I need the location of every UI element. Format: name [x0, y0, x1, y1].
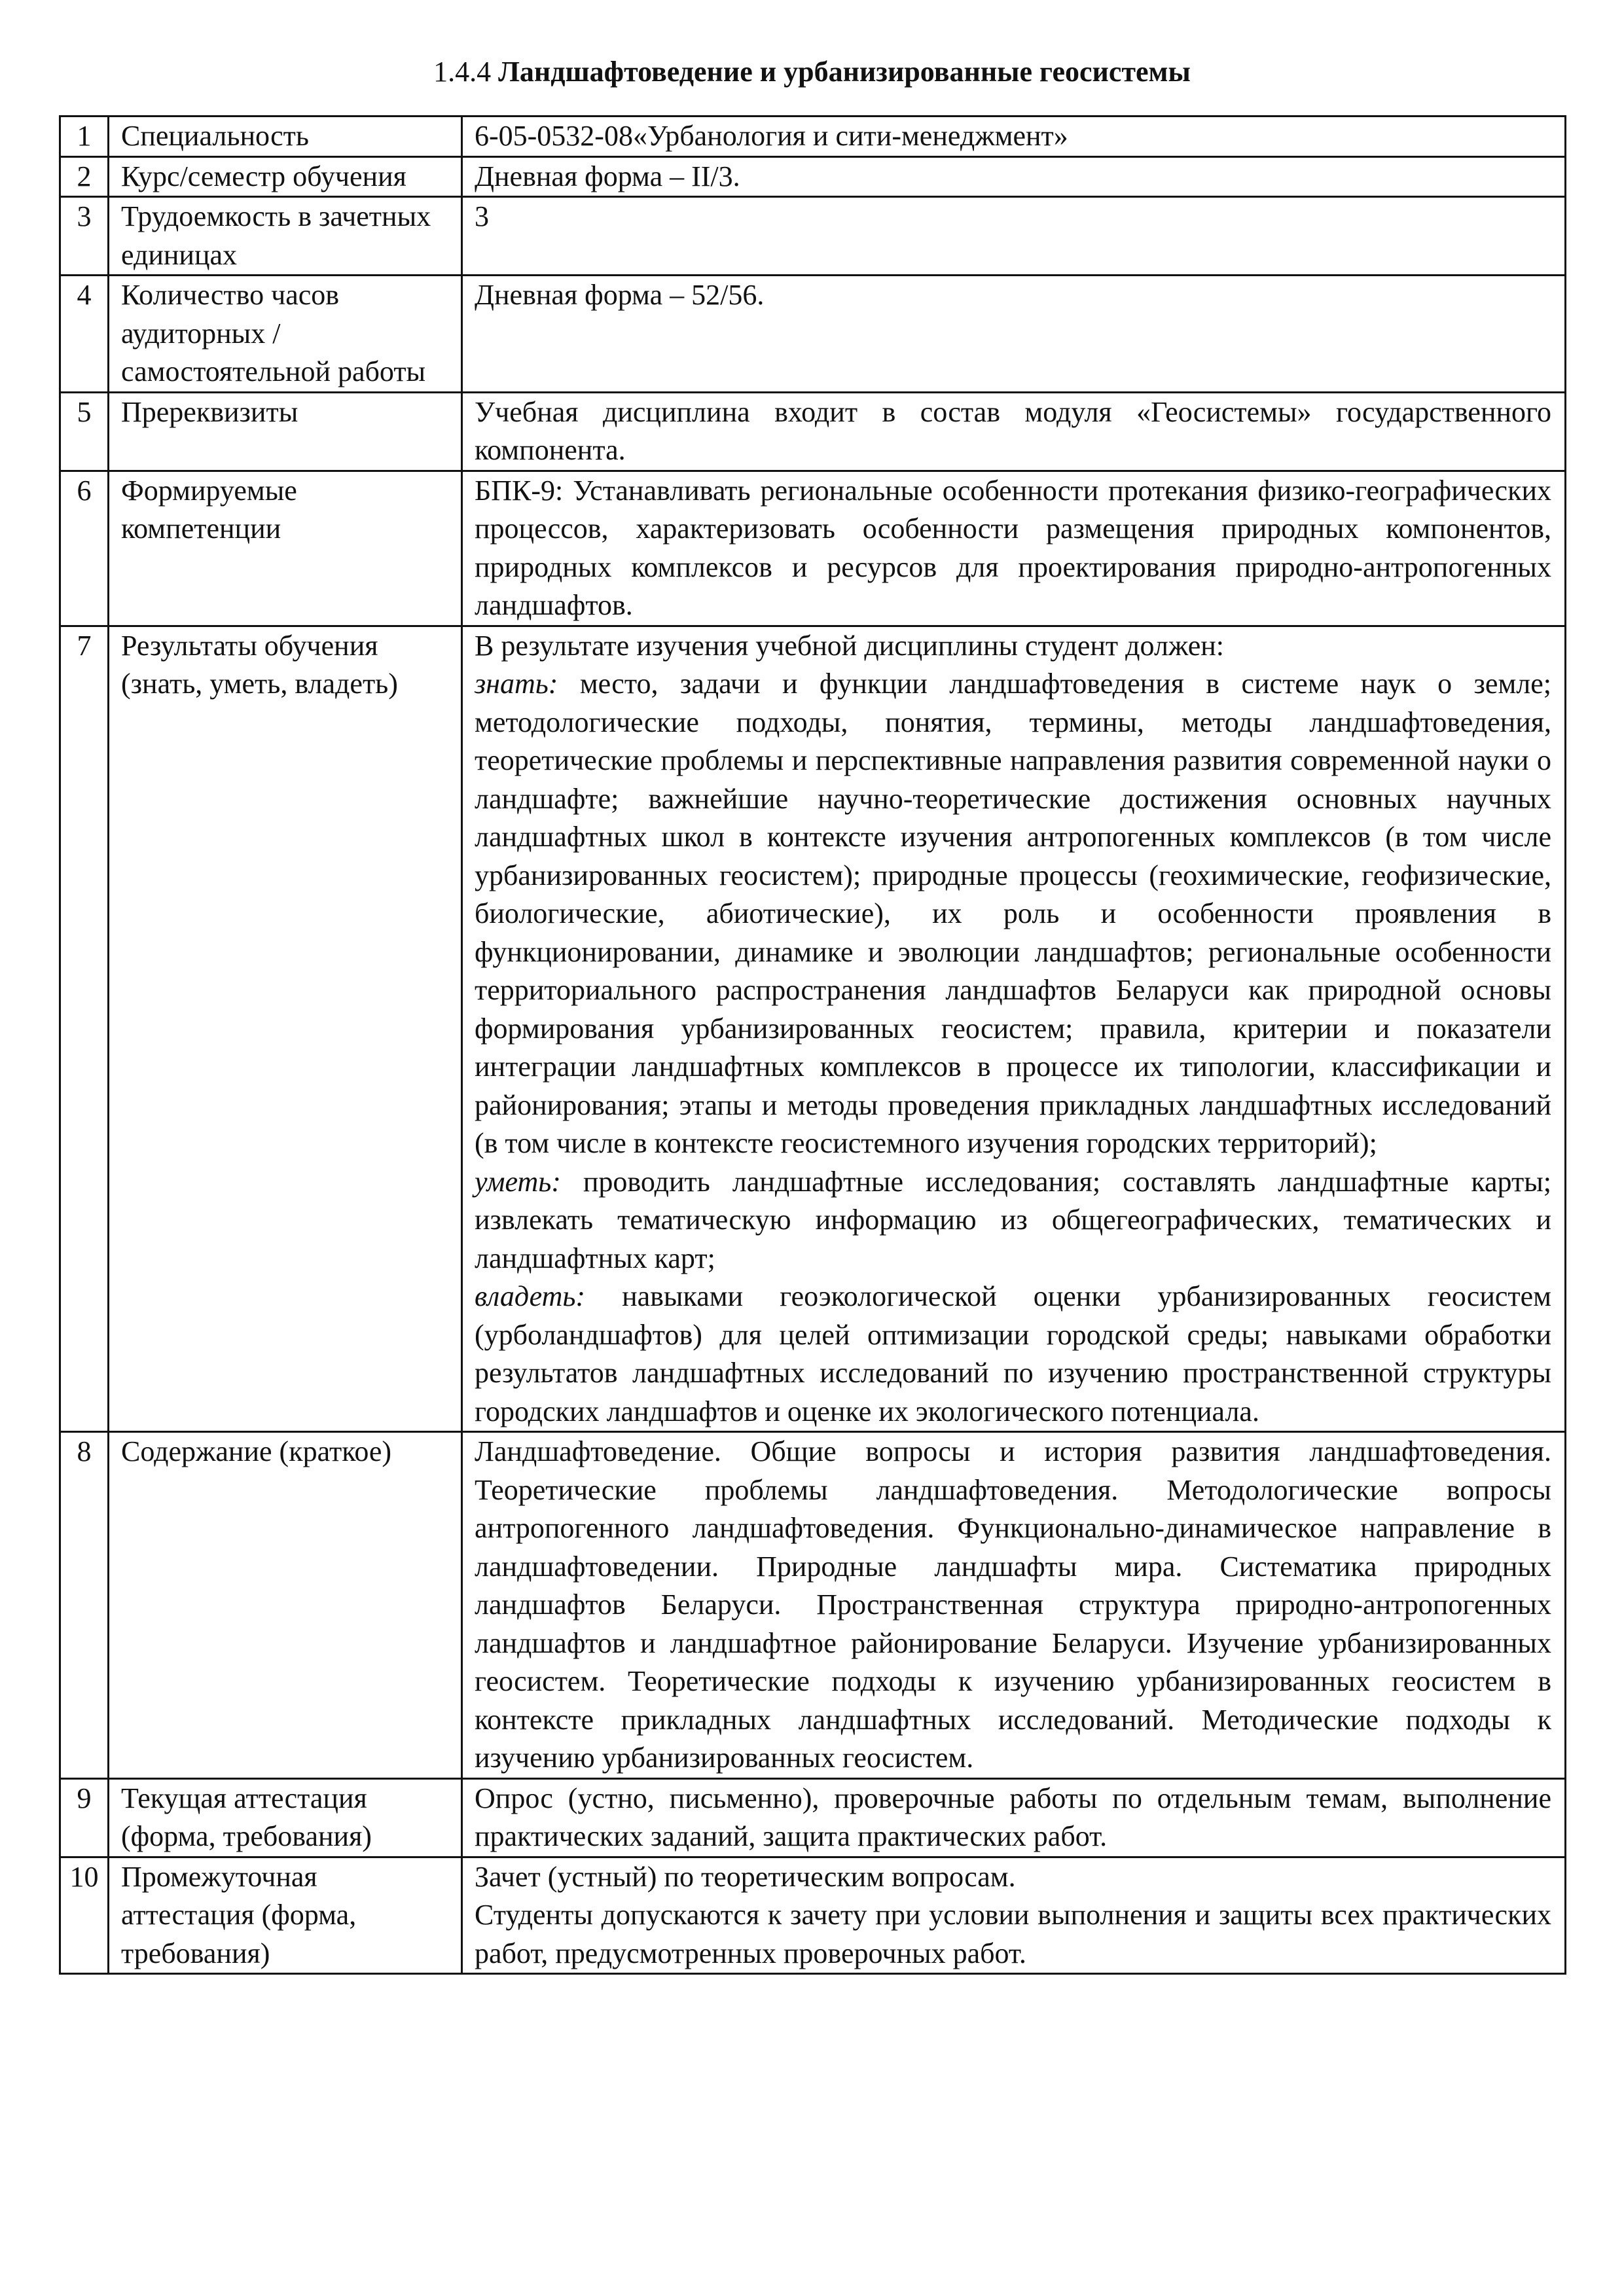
row-label: Содержание (краткое) [109, 1432, 462, 1779]
own-label: владеть: [475, 1280, 586, 1312]
document-title: Ландшафтоведение и урбанизированные геосистемы [498, 56, 1191, 88]
row-number: 6 [60, 471, 109, 626]
discipline-table [59, 115, 1566, 1975]
row-label: Результаты обучения (знать, уметь, владеть) [109, 626, 462, 1432]
row-number: 8 [60, 1432, 109, 1779]
page-title [0, 54, 1624, 90]
row-number: 4 [60, 276, 109, 393]
row-value: 6-05-0532-08«Урбанология и сити-менеджмент» [462, 117, 1566, 157]
own-text: навыками геоэкологической оценки урбанизированных геосистем (урболандшафтов) для целей оптимизации городской среды; навыками обработки результатов ландшафтных исследований по изучению пространственной структуры городских ландшафтов и оценке их экологического потенциала. [475, 1280, 1551, 1427]
know-text: место, задачи и функции ландшафтоведения в системе наук о земле; методологические подходы, понятия, термины, методы ландшафтоведения, теоретические проблемы и перспективные направления развития современной науки о ландшафте; важнейшие научно-теоретические достижения основных научных ландшафтных школ в контексте изучения антропогенных комплексов (в том числе урбанизированных геосистем); природные процессы (геохимические, геофизические, биологические, абиотические), их роль и особенности проявления в функционировании, динамике и эволюции ландшафтов; региональные особенности территориального распространения ландшафтов Беларуси как природной основы формирования урбанизированных геосистем; правила, критерии и показатели интеграции ландшафтных комплексов в процессе их типологии, классификации и районирования; этапы и методы проведения прикладных ландшафтных исследований (в том числе в контексте геосистемного изучения городских территорий); [475, 668, 1551, 1159]
table-row [60, 197, 1566, 276]
table-row [60, 1432, 1566, 1779]
row-value: Учебная дисциплина входит в состав модуля «Геосистемы» государственного компонента. [462, 392, 1566, 471]
row-label: Специальность [109, 117, 462, 157]
outcomes-intro: В результате изучения учебной дисциплины студент должен: [475, 629, 1225, 662]
row-value: 3 [462, 197, 1566, 276]
row-label: Текущая аттестация (форма, требования) [109, 1778, 462, 1857]
outcomes-can [475, 1163, 1551, 1278]
table-row [60, 626, 1566, 1432]
outcomes-own [475, 1278, 1551, 1431]
know-label: знать: [475, 668, 558, 700]
assessment-conditions: Студенты допускаются к зачету при условии выполнения и защиты всех практических работ, предусмотренных проверочных работ. [475, 1899, 1551, 1969]
outcomes-know [475, 665, 1551, 1163]
table-row [60, 471, 1566, 626]
table-row [60, 1857, 1566, 1974]
row-number: 7 [60, 626, 109, 1432]
row-number: 5 [60, 392, 109, 471]
table-row [60, 392, 1566, 471]
row-number: 10 [60, 1857, 109, 1974]
row-value [462, 1857, 1566, 1974]
table-row [60, 276, 1566, 393]
table-row [60, 156, 1566, 197]
learning-outcomes [462, 626, 1566, 1432]
row-label: Пререквизиты [109, 392, 462, 471]
section-number: 1.4.4 [433, 56, 492, 88]
row-label: Курс/семестр обучения [109, 156, 462, 197]
row-number: 3 [60, 197, 109, 276]
row-label: Формируемые компетенции [109, 471, 462, 626]
row-value: БПК-9: Устанавливать региональные особенности протекания физико-географических процессов, характеризовать особенности размещения природных компонентов, природных комплексов и ресурсов для проектирования природно-антропогенных ландшафтов. [462, 471, 1566, 626]
table-row [60, 1778, 1566, 1857]
can-label: уметь: [475, 1165, 561, 1198]
row-value: Опрос (устно, письменно), проверочные работы по отдельным темам, выполнение практических заданий, защита практических работ. [462, 1778, 1566, 1857]
row-number: 9 [60, 1778, 109, 1857]
row-label: Количество часов аудиторных / самостоятельной работы [109, 276, 462, 393]
row-value: Дневная форма – 52/56. [462, 276, 1566, 393]
table-row [60, 117, 1566, 157]
row-label: Трудоемкость в зачетных единицах [109, 197, 462, 276]
can-text: проводить ландшафтные исследования; составлять ландшафтные карты; извлекать тематическую информацию из общегеографических, тематических и ландшафтных карт; [475, 1165, 1551, 1274]
row-value: Дневная форма – II/3. [462, 156, 1566, 197]
assessment-line: Зачет (устный) по теоретическим вопросам. [475, 1860, 1016, 1893]
row-number: 2 [60, 156, 109, 197]
row-number: 1 [60, 117, 109, 157]
row-value: Ландшафтоведение. Общие вопросы и история развития ландшафтоведения. Теоретические проблемы ландшафтоведения. Методологические вопросы антропогенного ландшафтоведения. Функционально-динамическое направление в ландшафтоведении. Природные ландшафты мира. Систематика природных ландшафтов Беларуси. Пространственная структура природно-антропогенных ландшафтов и ландшафтное районирование Беларуси. Изучение урбанизированных геосистем. Теоретические подходы к изучению урбанизированных геосистем в контексте прикладных ландшафтных исследований. Методические подходы к изучению урбанизированных геосистем. [462, 1432, 1566, 1779]
row-label: Промежуточная аттестация (форма, требования) [109, 1857, 462, 1974]
